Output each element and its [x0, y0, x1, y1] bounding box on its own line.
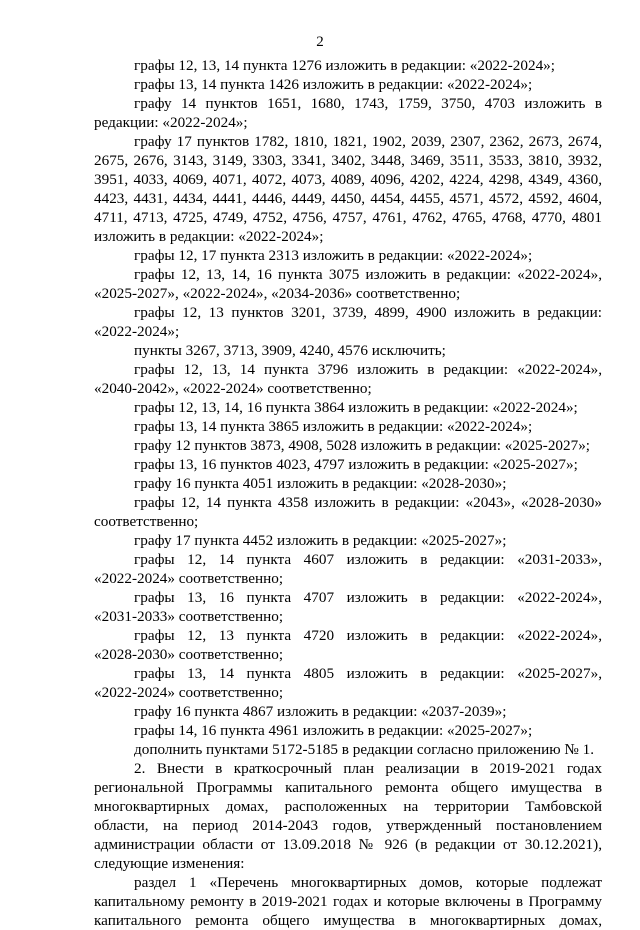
text-line: 4711, 4713, 4725, 4749, 4752, 4756, 4757, 4761, 4762, 4765, 4768, 4770, 4801: [94, 209, 602, 226]
text-line: дополнить пунктами 5172-5185 в редакции согласно приложению № 1.: [134, 741, 595, 758]
text-line: области, на период 2014-2043 годов, утвержденный постановлением: [94, 817, 602, 834]
text-line: «2028-2030» соответственно;: [94, 646, 284, 663]
text-line: следующие изменения:: [94, 855, 245, 872]
text-line: «2022-2024» соответственно;: [94, 684, 284, 701]
text-line: графы 13, 16 пунктов 4023, 4797 изложить в редакции: «2025-2027»;: [134, 456, 578, 473]
text-line: раздел 1 «Перечень многоквартирных домов, которые подлежат: [134, 874, 602, 891]
text-line: капитальному ремонту в 2019-2021 годах и которые включены в Программу: [94, 893, 602, 910]
document-body: [94, 56, 602, 930]
text-line: графы 13, 16 пункта 4707 изложить в редакции: «2022-2024»,: [134, 589, 602, 606]
text-line: графы 12, 13, 14, 16 пункта 3864 изложить в редакции: «2022-2024»;: [134, 399, 578, 416]
text-line: графы 13, 14 пункта 4805 изложить в редакции: «2025-2027»,: [134, 665, 602, 682]
text-line: графы 12, 13 пункта 4720 изложить в редакции: «2022-2024»,: [134, 627, 602, 644]
text-line: «2022-2024» соответственно;: [94, 570, 284, 587]
text-line: «2031-2033» соответственно;: [94, 608, 284, 625]
text-line: изложить в редакции: «2022-2024»;: [94, 228, 324, 245]
text-line: 2675, 2676, 3143, 3149, 3303, 3341, 3402, 3448, 3469, 3511, 3533, 3810, 3932,: [94, 152, 602, 169]
text-line: графу 12 пунктов 3873, 4908, 5028 изложить в редакции: «2025-2027»;: [134, 437, 591, 454]
text-line: региональной Программы капитального ремонта общего имущества в: [94, 779, 602, 796]
text-line: графы 12, 13 пунктов 3201, 3739, 4899, 4900 изложить в редакции:: [134, 304, 602, 321]
text-line: многоквартирных домах, расположенных на территории Тамбовской: [94, 798, 602, 815]
page-number: 2: [316, 34, 324, 50]
text-line: графы 12, 14 пункта 4358 изложить в редакции: «2043», «2028-2030»: [134, 494, 602, 511]
text-line: графу 17 пункта 4452 изложить в редакции: «2025-2027»;: [134, 532, 507, 549]
text-line: «2025-2027», «2022-2024», «2034-2036» соответственно;: [94, 285, 461, 302]
text-line: соответственно;: [94, 513, 199, 530]
text-line: администрации области от 13.09.2018 № 926 (в редакции от 30.12.2021),: [94, 836, 602, 853]
text-line: графы 13, 14 пункта 3865 изложить в редакции: «2022-2024»;: [134, 418, 533, 435]
text-line: графы 13, 14 пункта 1426 изложить в редакции: «2022-2024»;: [134, 76, 533, 93]
text-line: графы 12, 17 пункта 2313 изложить в редакции: «2022-2024»;: [134, 247, 533, 264]
text-line: пункты 3267, 3713, 3909, 4240, 4576 исключить;: [134, 342, 446, 359]
text-line: «2040-2042», «2022-2024» соответственно;: [94, 380, 372, 397]
text-line: «2022-2024»;: [94, 323, 180, 340]
text-line: графы 12, 13, 14 пункта 3796 изложить в редакции: «2022-2024»,: [134, 361, 602, 378]
text-line: 2. Внести в краткосрочный план реализации в 2019-2021 годах: [134, 760, 602, 777]
text-line: графу 16 пункта 4867 изложить в редакции: «2037-2039»;: [134, 703, 507, 720]
text-line: графу 14 пунктов 1651, 1680, 1743, 1759, 3750, 4703 изложить в: [134, 95, 602, 112]
text-line: редакции: «2022-2024»;: [94, 114, 248, 131]
text-line: графу 16 пункта 4051 изложить в редакции: «2028-2030»;: [134, 475, 507, 492]
text-line: графу 17 пунктов 1782, 1810, 1821, 1902, 2039, 2307, 2362, 2673, 2674,: [134, 133, 602, 150]
text-line: графы 14, 16 пункта 4961 изложить в редакции: «2025-2027»;: [134, 722, 533, 739]
text-line: 4423, 4431, 4434, 4441, 4446, 4449, 4450, 4454, 4455, 4571, 4572, 4592, 4604,: [94, 190, 602, 207]
text-line: графы 12, 13, 14, 16 пункта 3075 изложить в редакции: «2022-2024»,: [134, 266, 602, 283]
text-line: графы 12, 13, 14 пункта 1276 изложить в редакции: «2022-2024»;: [134, 57, 555, 74]
text-line: 3951, 4033, 4069, 4071, 4072, 4073, 4089, 4096, 4202, 4224, 4298, 4349, 4360,: [94, 171, 602, 188]
text-line: графы 12, 14 пункта 4607 изложить в редакции: «2031-2033»,: [134, 551, 602, 568]
text-line: капитального ремонта общего имущества в многоквартирных домах,: [94, 912, 602, 929]
